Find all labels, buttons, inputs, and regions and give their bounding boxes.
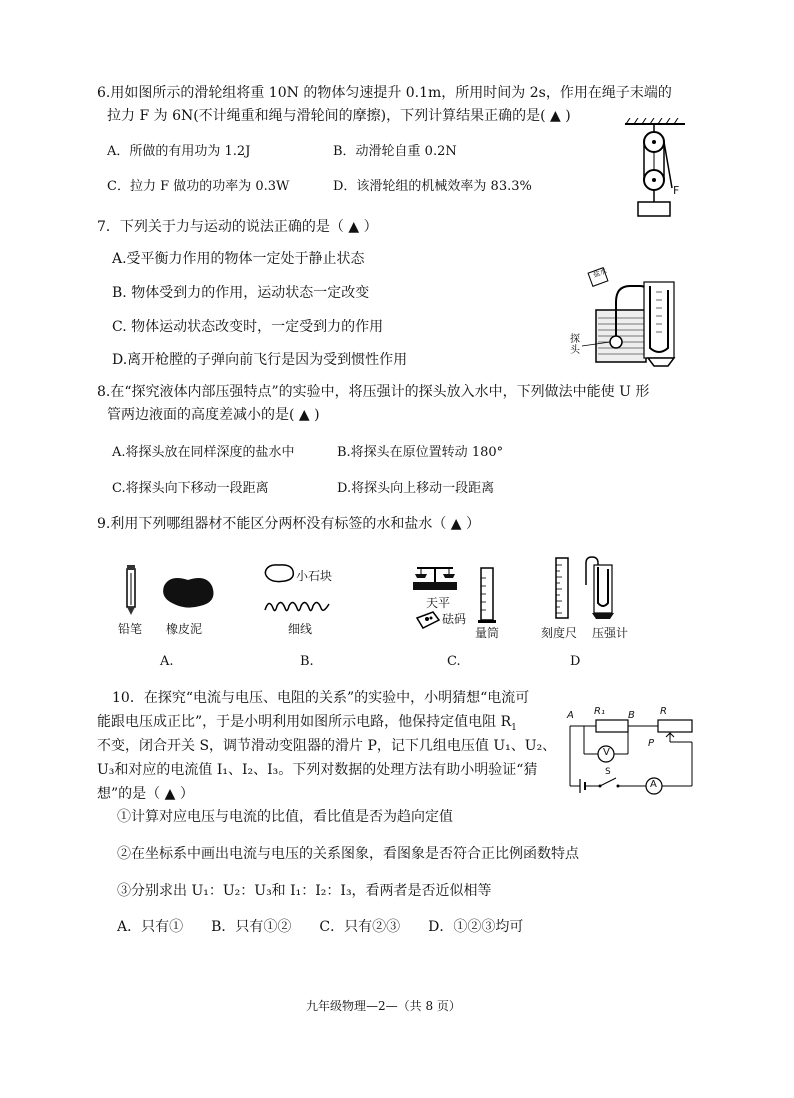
plasticine-icon [160,572,216,612]
q6-line1: 6.用如图所示的滑轮组将重 10N 的物体匀速提升 0.1m，所用时间为 2s，作用在绳子末端的 [97,85,672,101]
q9-option-b: B. [300,654,314,669]
pulley-force-label: F [673,184,680,197]
q6-line2: 拉力 F 为 6N(不计绳重和绳与滑轮间的摩擦)，下列计算结果正确的是( ▲ ) [107,108,571,124]
q9-option-c: C. [447,654,461,669]
q7-option-a: A.受平衡力作用的物体一定处于静止状态 [112,251,365,267]
q9-c-label-1: 天平 [426,596,451,610]
q8-option-b: B.将探头在原位置转动 180° [337,445,504,460]
q6-option-a: A．所做的有用功为 1.2J [107,144,251,159]
q6-option-d: D．该滑轮组的机械效率为 83.3% [333,179,532,194]
pulley-figure [620,118,690,218]
ruler-icon [553,557,571,619]
q10-item-1: ①计算对应电压与电流的比值，看比值是否为趋向定值 [117,809,453,825]
pressure-gauge-icon [580,555,616,621]
circuit-label-s: S [605,767,611,777]
q9-option-a: A. [160,654,174,669]
q9-a-label-1: 铅笔 [118,622,143,636]
weights-box-icon [415,610,441,630]
measuring-cylinder-icon [478,566,496,624]
q9-d-label-2: 压强计 [592,626,629,640]
q9-option-d: D [570,654,581,669]
q8-option-c: C.将探头向下移动一段距离 [112,481,269,496]
q6-option-c: C．拉力 F 做功的功率为 0.3W [107,179,290,194]
probe-label: 探头 [570,334,580,356]
q7-option-c: C. 物体运动状态改变时，一定受到力的作用 [112,319,384,335]
circuit-label-r1: R₁ [594,706,605,717]
q8-line1: 8.在“探究液体内部压强特点”的实验中，将压强计的探头放入水中，下列做法中能使 U 形 [97,384,650,400]
pencil-icon [124,565,138,615]
q10-line4: U₃和对应的电流值 I₁、I₂、I₃。下列对数据的处理方法有助小明验证“猜 [97,762,538,778]
q9-stem: 9.利用下列哪组器材不能区分两杯没有标签的水和盐水（ ▲ ） [97,516,481,532]
circuit-label-b: B [628,710,635,721]
q10-item-2: ②在坐标系中画出电流与电压的关系图象，看图象是否符合正比例函数特点 [117,846,579,862]
q6-option-b: B．动滑轮自重 0.2N [333,144,457,159]
q7-option-b: B. 物体受到力的作用，运动状态一定改变 [112,285,370,301]
circuit-label-a: A [567,710,574,721]
q7-option-d: D.离开枪膛的子弹向前飞行是因为受到惯性作用 [112,352,408,368]
q9-b-label-1: 小石块 [296,569,333,583]
q10-line1: 10．在探究“电流与电压、电阻的关系”的实验中，小明猜想“电流可 [112,690,530,706]
q9-d-label-1: 刻度尺 [541,626,578,640]
q9-c-label-3: 量筒 [475,626,500,640]
circuit-label-r: R [660,706,667,717]
page-footer: 九年级物理—2—（共 8 页） [306,999,461,1013]
q8-option-a: A.将探头放在同样深度的盐水中 [112,445,295,460]
q10-line2: 能跟电压成正比”，于是小明利用如图所示电路，他保持定值电阻 $R_1$ [97,714,517,733]
q8-option-d: D.将探头向上移动一段距离 [337,481,495,496]
q9-b-label-2: 细线 [288,622,313,636]
circuit-label-ammeter: A [650,779,657,790]
circuit-label-v: V [603,747,610,758]
q7-stem: 7．下列关于力与运动的说法正确的是（ ▲ ） [97,219,378,235]
q10-line5: 想”的是（ ▲ ） [97,786,194,802]
bottle-label: 盐水 [592,266,608,280]
pressure-gauge-figure [568,262,688,370]
q10-line3: 不变，闭合开关 S，调节滑动变阻器的滑片 P，记下几组电压值 U₁、U₂、 [97,738,557,754]
string-icon [263,596,333,616]
q9-a-label-2: 橡皮泥 [166,622,203,636]
q8-line2: 管两边液面的高度差减小的是( ▲ ) [107,407,320,423]
circuit-label-p: P [648,738,655,749]
q10-item-3: ③分别求出 U₁：U₂：U₃和 I₁：I₂：I₃，看两者是否近似相等 [117,883,492,899]
stone-icon [263,562,297,584]
balance-icon [413,562,457,592]
q9-c-label-2: 砝码 [442,612,467,626]
q10-options: A．只有① B．只有①② C．只有②③ D．①②③均可 [117,919,524,935]
